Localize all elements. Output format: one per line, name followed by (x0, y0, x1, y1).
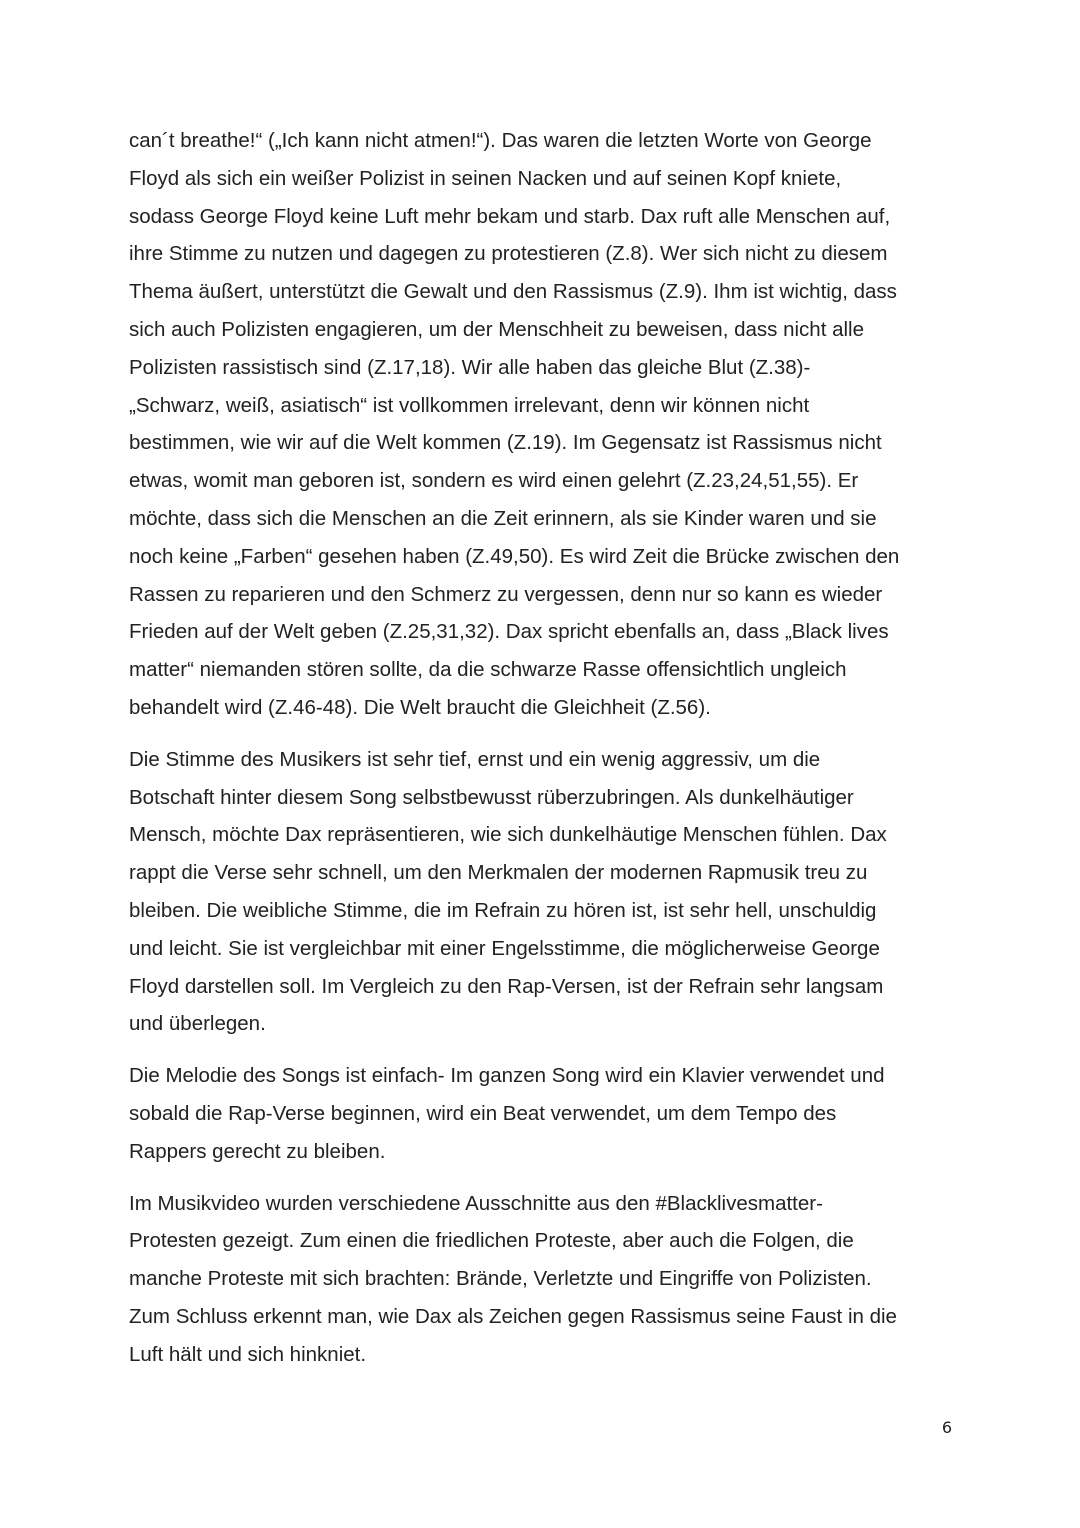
paragraph-3 (129, 1057, 959, 1170)
text-line: Protesten gezeigt. Zum einen die friedlichen Proteste, aber auch die Folgen, die (129, 1229, 854, 1253)
text-line: Rassen zu reparieren und den Schmerz zu vergessen, denn nur so kann es wieder (129, 582, 883, 606)
text-line: Botschaft hinter diesem Song selbstbewusst rüberzubringen. Als dunkelhäutiger (129, 785, 854, 809)
text-line: „Schwarz, weiß, asiatisch“ ist vollkommen irrelevant, denn wir können nicht (129, 393, 810, 417)
text-line: sich auch Polizisten engagieren, um der Menschheit zu beweisen, dass nicht alle (129, 317, 864, 341)
text-line: Die Stimme des Musikers ist sehr tief, ernst und ein wenig aggressiv, um die (129, 747, 821, 771)
text-line: matter“ niemanden stören sollte, da die schwarze Rasse offensichtlich ungleich (129, 658, 847, 682)
text-line: Im Musikvideo wurden verschiedene Ausschnitte aus den #Blacklivesmatter- (129, 1191, 823, 1215)
text-line: rappt die Verse sehr schnell, um den Merkmalen der modernen Rapmusik treu zu (129, 861, 868, 885)
text-line: Die Melodie des Songs ist einfach- Im ganzen Song wird ein Klavier verwendet und (129, 1064, 885, 1088)
text-line: Floyd als sich ein weißer Polizist in seinen Nacken und auf seinen Kopf kniete, (129, 166, 842, 190)
text-line: Polizisten rassistisch sind (Z.17,18). Wir alle haben das gleiche Blut (Z.38)- (129, 355, 811, 379)
text-line: Floyd darstellen soll. Im Vergleich zu den Rap-Versen, ist der Refrain sehr langsam (129, 974, 884, 998)
paragraph-4 (129, 1185, 959, 1374)
text-line: und leicht. Sie ist vergleichbar mit einer Engelsstimme, die möglicherweise George (129, 936, 880, 960)
text-line: sodass George Floyd keine Luft mehr bekam und starb. Dax ruft alle Menschen auf, (129, 204, 891, 228)
paragraph-2 (129, 741, 959, 1043)
text-line: can´t breathe!“ („Ich kann nicht atmen!“). Das waren die letzten Worte von George (129, 129, 872, 152)
text-line: manche Proteste mit sich brachten: Brände, Verletzte und Eingriffe von Polizisten. (129, 1267, 872, 1291)
text-line: und überlegen. (129, 1012, 266, 1036)
text-line: behandelt wird (Z.46-48). Die Welt braucht die Gleichheit (Z.56). (129, 695, 711, 719)
text-line: ihre Stimme zu nutzen und dagegen zu protestieren (Z.8). Wer sich nicht zu diesem (129, 242, 888, 266)
text-line: Mensch, möchte Dax repräsentieren, wie sich dunkelhäutige Menschen fühlen. Dax (129, 823, 887, 847)
text-line: bestimmen, wie wir auf die Welt kommen (Z.19). Im Gegensatz ist Rassismus nicht (129, 431, 882, 455)
text-line: Zum Schluss erkennt man, wie Dax als Zeichen gegen Rassismus seine Faust in die (129, 1304, 897, 1328)
text-line: bleiben. Die weibliche Stimme, die im Refrain zu hören ist, ist sehr hell, unschuldig (129, 898, 877, 922)
text-line: Thema äußert, unterstützt die Gewalt und den Rassismus (Z.9). Ihm ist wichtig, dass (129, 280, 897, 304)
text-line: Luft hält und sich hinkniet. (129, 1342, 367, 1366)
text-line: möchte, dass sich die Menschen an die Zeit erinnern, als sie Kinder waren und sie (129, 506, 877, 530)
text-line: Rappers gerecht zu bleiben. (129, 1139, 386, 1163)
document-body (129, 122, 959, 1374)
paragraph-1 (129, 122, 959, 727)
text-line: Frieden auf der Welt geben (Z.25,31,32). Dax spricht ebenfalls an, dass „Black lives (129, 620, 889, 644)
page-number: 6 (941, 1418, 952, 1437)
text-line: sobald die Rap-Verse beginnen, wird ein Beat verwendet, um dem Tempo des (129, 1101, 837, 1125)
text-line: noch keine „Farben“ gesehen haben (Z.49,50). Es wird Zeit die Brücke zwischen den (129, 544, 900, 568)
text-line: etwas, womit man geboren ist, sondern es wird einen gelehrt (Z.23,24,51,55). Er (129, 469, 859, 493)
